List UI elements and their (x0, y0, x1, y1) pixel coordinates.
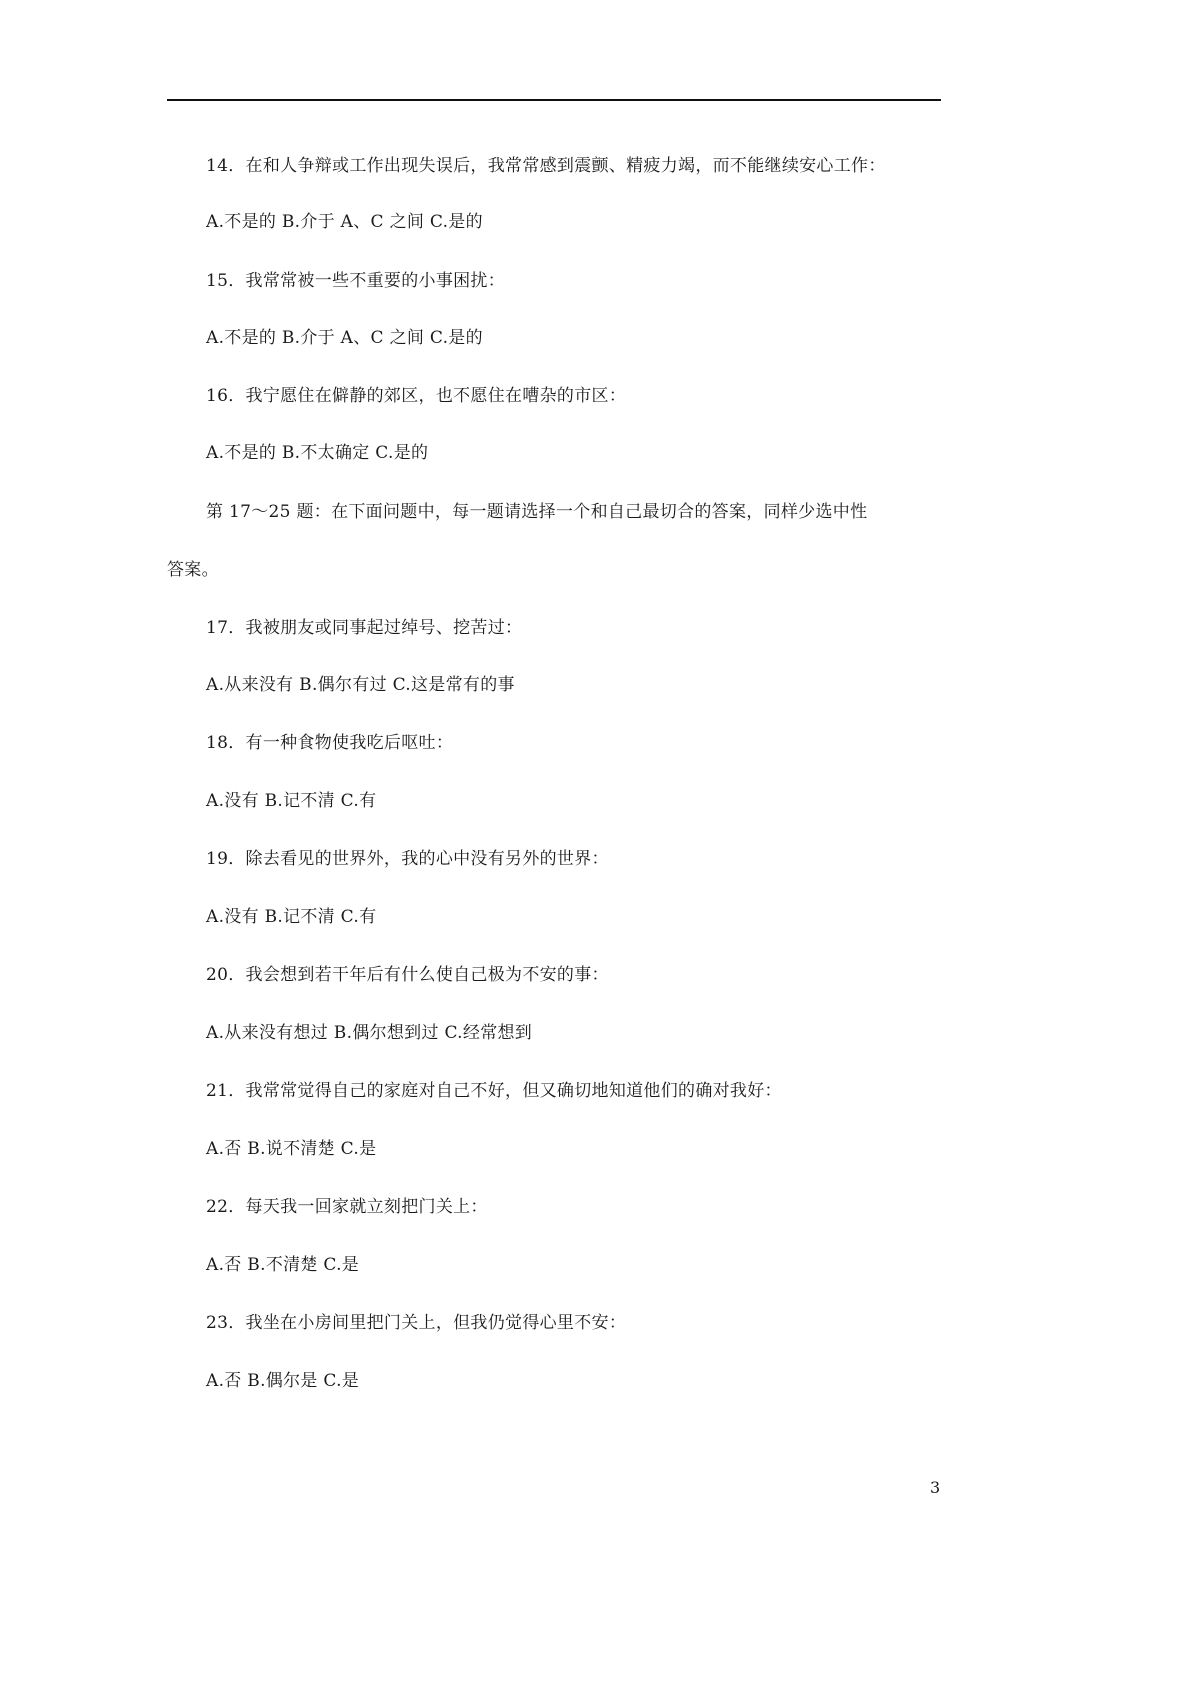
question-23-options: A.否 B.偶尔是 C.是 (206, 1371, 360, 1391)
question-22-stem: 22．每天我一回家就立刻把门关上： (206, 1197, 488, 1217)
question-18-options: A.没有 B.记不清 C.有 (206, 791, 377, 811)
question-15-options: A.不是的 B.介于 A、C 之间 C.是的 (206, 328, 483, 348)
question-16-options: A.不是的 B.不太确定 C.是的 (206, 443, 429, 463)
question-22-options: A.否 B.不清楚 C.是 (206, 1255, 360, 1275)
question-20-options: A.从来没有想过 B.偶尔想到过 C.经常想到 (206, 1023, 533, 1043)
question-18-stem: 18．有一种食物使我吃后呕吐： (206, 733, 454, 753)
question-15-stem: 15．我常常被一些不重要的小事困扰： (206, 271, 506, 291)
question-19-options: A.没有 B.记不清 C.有 (206, 907, 377, 927)
question-16-stem: 16．我宁愿住在僻静的郊区，也不愿住在嘈杂的市区： (206, 386, 627, 406)
section-intro-line-1: 第 17～25 题：在下面问题中，每一题请选择一个和自己最切合的答案，同样少选中性 (206, 502, 868, 522)
header-rule (167, 99, 941, 101)
question-14-options: A.不是的 B.介于 A、C 之间 C.是的 (206, 212, 483, 232)
question-17-stem: 17．我被朋友或同事起过绰号、挖苦过： (206, 618, 523, 638)
section-intro-line-2: 答案。 (167, 560, 219, 580)
question-23-stem: 23．我坐在小房间里把门关上，但我仍觉得心里不安： (206, 1313, 627, 1333)
question-19-stem: 19．除去看见的世界外，我的心中没有另外的世界： (206, 849, 609, 869)
page-number: 3 (930, 1478, 941, 1497)
question-21-stem: 21．我常常觉得自己的家庭对自己不好，但又确切地知道他们的确对我好： (206, 1081, 782, 1101)
question-21-options: A.否 B.说不清楚 C.是 (206, 1139, 377, 1159)
question-17-options: A.从来没有 B.偶尔有过 C.这是常有的事 (206, 675, 515, 695)
question-14-stem: 14．在和人争辩或工作出现失误后，我常常感到震颤、精疲力竭，而不能继续安心工作： (206, 156, 886, 176)
question-20-stem: 20．我会想到若干年后有什么使自己极为不安的事： (206, 965, 609, 985)
